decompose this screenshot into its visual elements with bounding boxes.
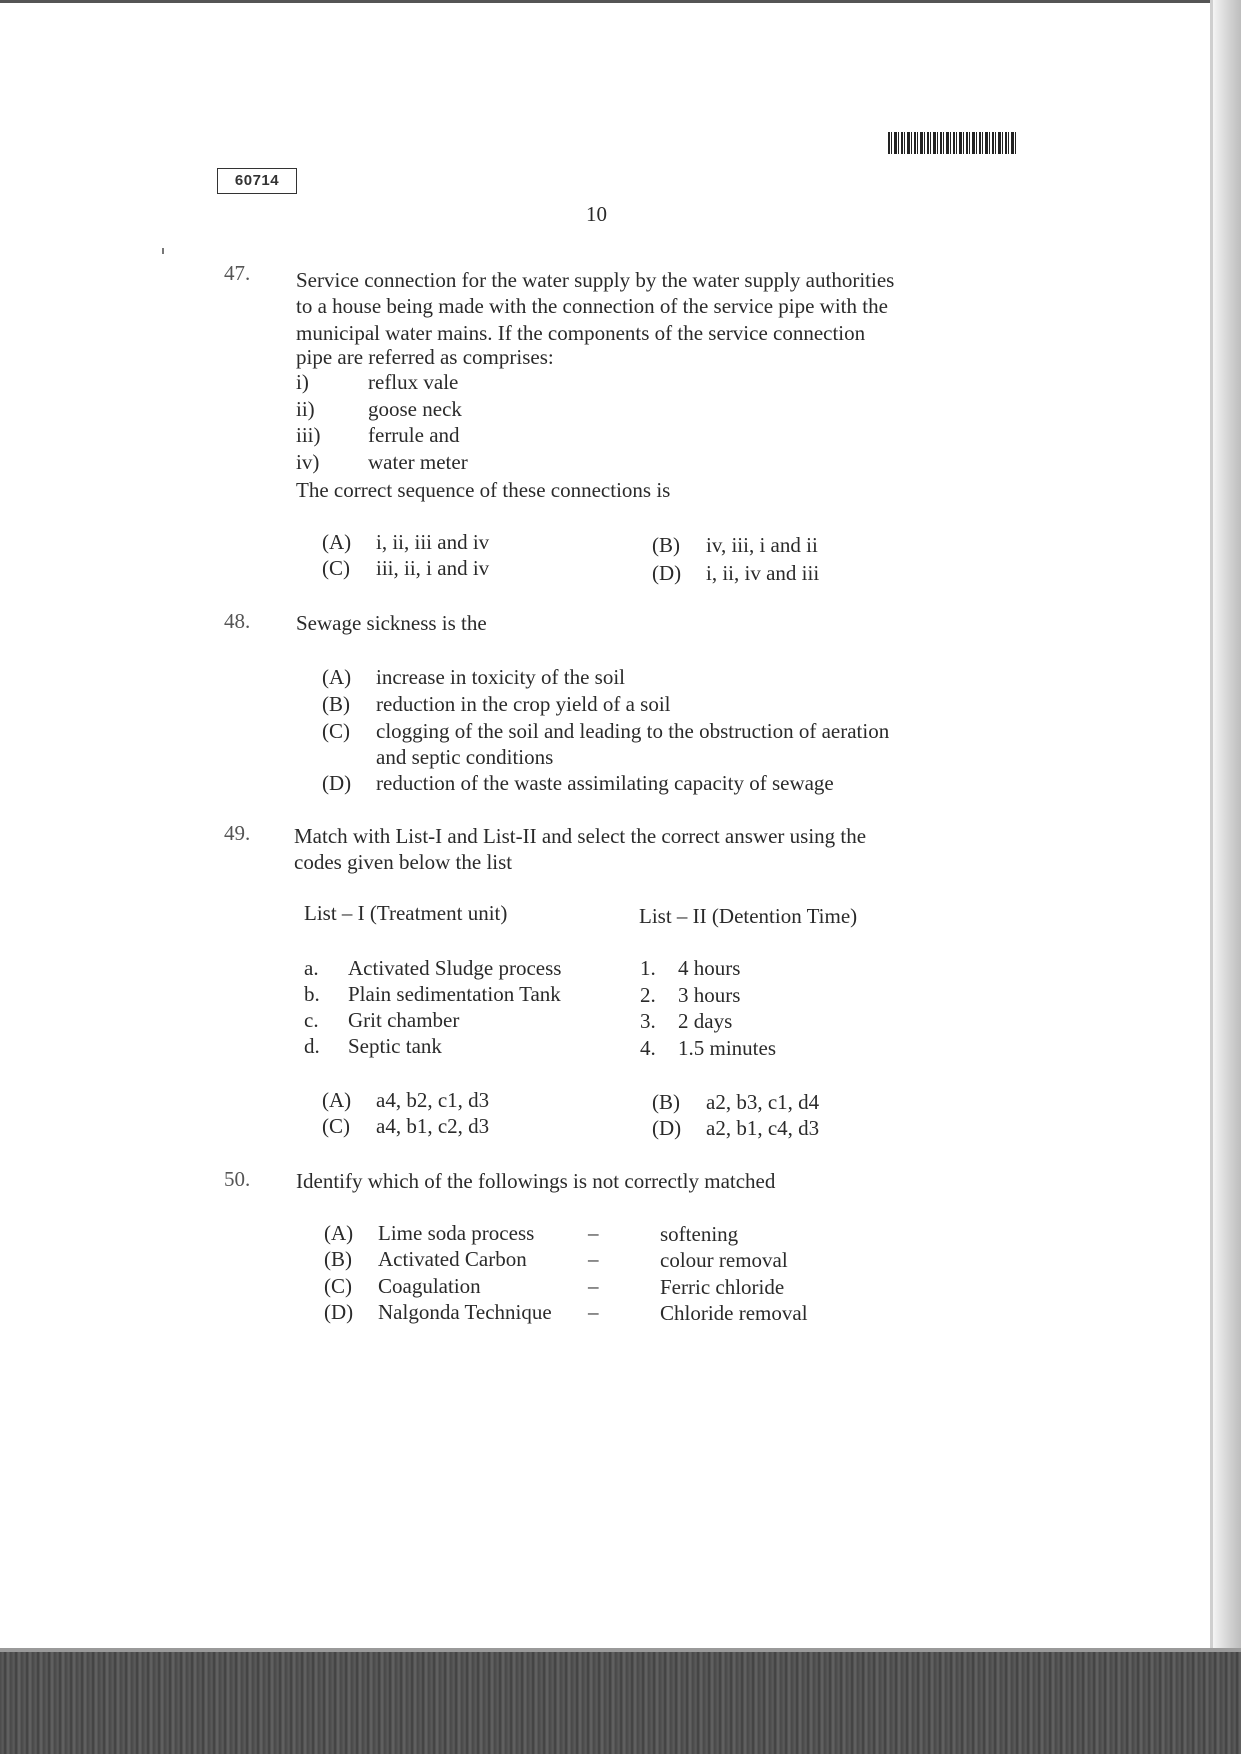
item-key: a. (304, 956, 319, 980)
match-option-b (324, 1246, 527, 1272)
item-text: Activated Sludge process (348, 956, 562, 980)
list2-header: List – II (Detention Time) (639, 904, 858, 928)
option-label: (D) (322, 771, 352, 795)
option-text: iii, ii, i and iv (376, 556, 490, 580)
question-stem-line: Match with List-I and List-II and select the correct answer using the (294, 824, 867, 848)
option-a (322, 529, 489, 555)
list2-item (640, 1035, 776, 1061)
item-text: ferrule and (368, 423, 460, 447)
item-text: 3 hours (678, 983, 741, 1007)
option-text: i, ii, iii and iv (376, 530, 490, 554)
option-label: (A) (322, 1088, 352, 1112)
scan-top-edge (0, 0, 1241, 3)
option-label: (B) (652, 533, 680, 557)
option-label: (B) (324, 1247, 352, 1271)
option-label: (A) (322, 665, 352, 689)
option-left: Coagulation (378, 1274, 481, 1298)
item-key: 2. (640, 983, 656, 1007)
question-stem-line: Sewage sickness is the (296, 611, 487, 635)
option-b (322, 691, 671, 717)
list-item (296, 449, 468, 475)
question-number: 49. (224, 821, 251, 845)
list1-item (304, 981, 561, 1007)
option-label: (D) (324, 1300, 354, 1324)
question-stem-line: codes given below the list (294, 850, 513, 874)
item-key: ii) (296, 397, 315, 421)
item-key: i) (296, 370, 309, 394)
item-text: goose neck (368, 397, 462, 421)
list-item (296, 369, 458, 395)
list1-item (304, 1033, 442, 1059)
scan-right-shadow (1213, 0, 1241, 1650)
option-text: a4, b1, c2, d3 (376, 1114, 490, 1138)
question-stem-line: to a house being made with the connection of the service pipe with the (296, 294, 888, 318)
option-text: increase in toxicity of the soil (376, 665, 626, 689)
option-label: (C) (322, 556, 350, 580)
question-number: 47. (224, 261, 251, 285)
option-text: a2, b1, c4, d3 (706, 1116, 820, 1140)
option-d (322, 770, 834, 796)
option-text: iv, iii, i and ii (706, 533, 818, 557)
option-c (322, 718, 889, 744)
item-text: Septic tank (348, 1034, 442, 1058)
list1-item (304, 1007, 459, 1033)
option-left: Lime soda process (378, 1221, 535, 1245)
match-option-d (324, 1299, 552, 1325)
question-stem-line: Identify which of the followings is not correctly matched (296, 1169, 776, 1193)
list1-item (304, 955, 561, 981)
item-key: 1. (640, 956, 656, 980)
option-a (322, 1087, 489, 1113)
option-label: (C) (322, 719, 350, 743)
question-stem-line: municipal water mains. If the components of the service connection (296, 321, 866, 345)
option-text: a2, b3, c1, d4 (706, 1090, 820, 1114)
option-text: reduction in the crop yield of a soil (376, 692, 671, 716)
item-key: iv) (296, 450, 320, 474)
option-text-continued: and septic conditions (376, 745, 554, 769)
option-right: Ferric chloride (660, 1275, 785, 1299)
option-label: (D) (652, 561, 682, 585)
item-text: 2 days (678, 1009, 733, 1033)
scan-speck (162, 248, 164, 254)
option-b (652, 1089, 819, 1115)
question-number: 48. (224, 609, 251, 633)
question-number: 50. (224, 1167, 251, 1191)
question-prompt: The correct sequence of these connections is (296, 478, 671, 502)
page-number: 10 (586, 202, 607, 226)
option-c (322, 1113, 489, 1139)
option-label: (B) (322, 692, 350, 716)
item-text: Grit chamber (348, 1008, 460, 1032)
option-text: reduction of the waste assimilating capacity of sewage (376, 771, 834, 795)
option-a (322, 664, 625, 690)
option-d (652, 560, 819, 586)
list-item (296, 396, 462, 422)
scanner-bed (0, 1648, 1241, 1754)
option-label: (A) (322, 530, 352, 554)
option-right: softening (660, 1222, 739, 1246)
item-key: 3. (640, 1009, 656, 1033)
item-text: Plain sedimentation Tank (348, 982, 561, 1006)
page-right-edge (1210, 0, 1213, 1650)
match-dash: – (588, 1221, 599, 1245)
option-b (652, 532, 818, 558)
option-left: Activated Carbon (378, 1247, 527, 1271)
item-key: c. (304, 1008, 319, 1032)
option-d (652, 1115, 819, 1141)
option-text: i, ii, iv and iii (706, 561, 820, 585)
item-key: iii) (296, 423, 321, 447)
option-label: (A) (324, 1221, 354, 1245)
list2-item (640, 1008, 732, 1034)
item-key: d. (304, 1034, 320, 1058)
option-right: colour removal (660, 1248, 788, 1272)
option-label: (D) (652, 1116, 682, 1140)
item-text: reflux vale (368, 370, 459, 394)
paper-code: 60714 (217, 168, 297, 194)
option-left: Nalgonda Technique (378, 1300, 552, 1324)
item-text: water meter (368, 450, 468, 474)
list2-item (640, 955, 740, 981)
option-text: clogging of the soil and leading to the obstruction of aeration (376, 719, 890, 743)
option-c (322, 555, 489, 581)
list2-item (640, 982, 740, 1008)
item-key: 4. (640, 1036, 656, 1060)
option-right: Chloride removal (660, 1301, 808, 1325)
list-item (296, 422, 460, 448)
option-label: (C) (324, 1274, 352, 1298)
match-dash: – (588, 1274, 599, 1298)
match-option-a (324, 1220, 534, 1246)
option-text: a4, b2, c1, d3 (376, 1088, 490, 1112)
question-stem-line: Service connection for the water supply by the water supply authorities (296, 268, 895, 292)
list1-header: List – I (Treatment unit) (304, 901, 508, 925)
item-text: 4 hours (678, 956, 741, 980)
option-label: (B) (652, 1090, 680, 1114)
match-option-c (324, 1273, 481, 1299)
item-text: 1.5 minutes (678, 1036, 776, 1060)
barcode (888, 132, 1018, 154)
match-dash: – (588, 1247, 599, 1271)
question-stem-line: pipe are referred as comprises: (296, 345, 554, 369)
option-label: (C) (322, 1114, 350, 1138)
item-key: b. (304, 982, 320, 1006)
match-dash: – (588, 1300, 599, 1324)
